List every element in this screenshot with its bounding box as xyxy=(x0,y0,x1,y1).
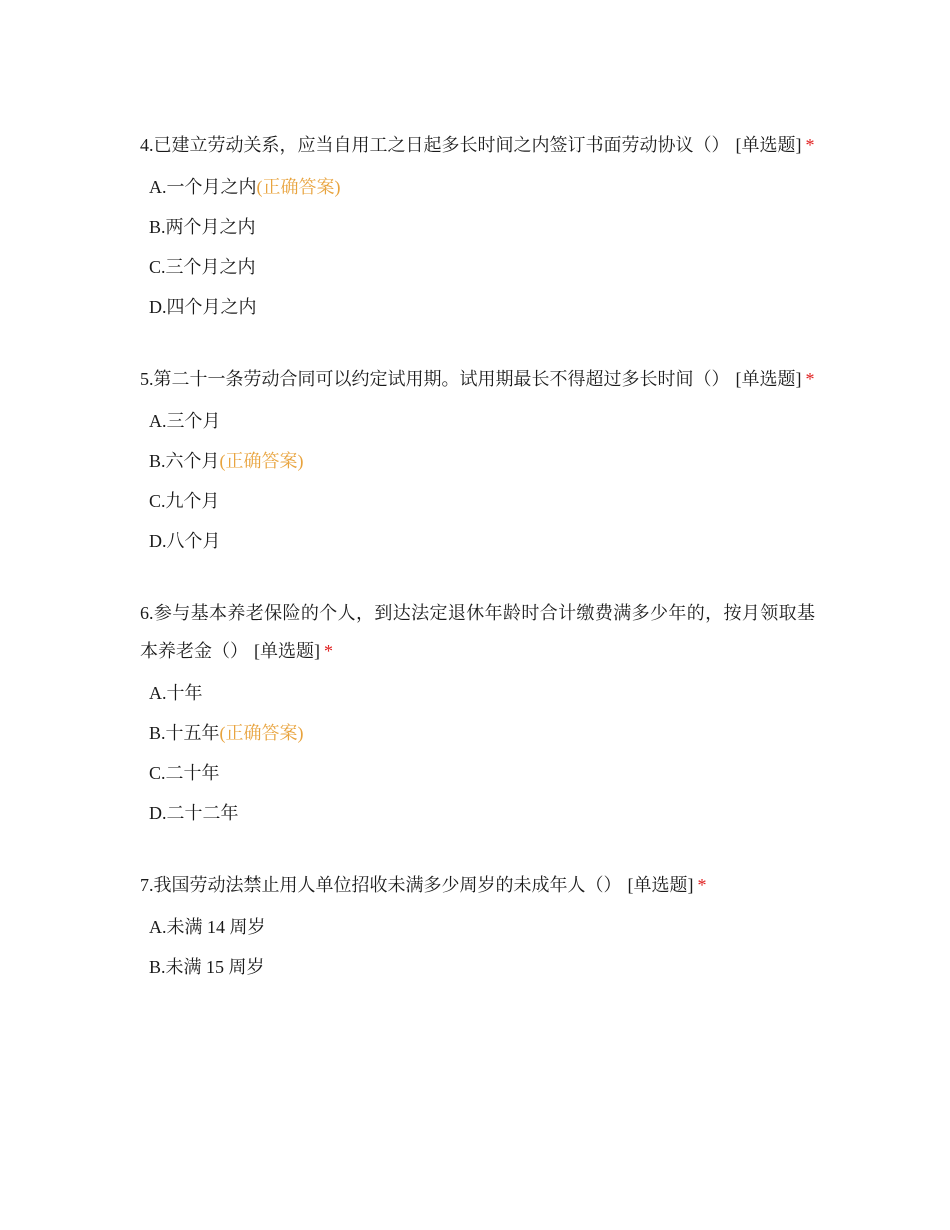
option-label: C.三个月之内 xyxy=(149,257,256,277)
option-label: D.二十二年 xyxy=(149,803,239,823)
required-mark: * xyxy=(697,875,707,895)
option-label: B.六个月 xyxy=(149,451,220,471)
option-label: A.未满 14 周岁 xyxy=(149,917,266,937)
correct-answer-note: (正确答案) xyxy=(219,723,304,743)
option-item[interactable] xyxy=(140,287,815,327)
option-item[interactable] xyxy=(140,713,815,753)
option-label: B.两个月之内 xyxy=(149,217,256,237)
option-item[interactable] xyxy=(140,521,815,561)
question-5 xyxy=(140,360,815,561)
question-4 xyxy=(140,126,815,327)
required-mark: * xyxy=(805,135,815,155)
question-text: 6.参与基本养老保险的个人，到达法定退休年龄时合计缴费满多少年的，按月领取基本养老金（） xyxy=(140,603,815,661)
question-text: 4.已建立劳动关系，应当自用工之日起多长时间之内签订书面劳动协议（） xyxy=(140,135,730,155)
option-item[interactable] xyxy=(140,673,815,713)
question-type-tag: [单选题] xyxy=(735,369,802,389)
question-type-tag: [单选题] xyxy=(254,641,320,661)
correct-answer-note: (正确答案) xyxy=(219,451,304,471)
option-label: C.九个月 xyxy=(149,491,220,511)
option-label: A.十年 xyxy=(149,683,203,703)
question-type-tag: [单选题] xyxy=(627,875,694,895)
question-title xyxy=(140,594,815,670)
question-text: 5.第二十一条劳动合同可以约定试用期。试用期最长不得超过多长时间（） xyxy=(140,369,730,389)
required-mark: * xyxy=(805,369,815,389)
option-item[interactable] xyxy=(140,481,815,521)
option-item[interactable] xyxy=(140,441,815,481)
required-mark: * xyxy=(324,641,333,661)
option-label: A.三个月 xyxy=(149,411,221,431)
option-item[interactable] xyxy=(140,247,815,287)
questionnaire-page xyxy=(140,126,815,1020)
option-label: B.十五年 xyxy=(149,723,220,743)
option-label: D.四个月之内 xyxy=(149,297,257,317)
question-7 xyxy=(140,866,815,987)
correct-answer-note: (正确答案) xyxy=(256,177,341,197)
option-item[interactable] xyxy=(140,907,815,947)
option-item[interactable] xyxy=(140,947,815,987)
question-6 xyxy=(140,594,815,833)
question-text: 7.我国劳动法禁止用人单位招收未满多少周岁的未成年人（） xyxy=(140,875,622,895)
option-item[interactable] xyxy=(140,793,815,833)
option-label: B.未满 15 周岁 xyxy=(149,957,265,977)
option-label: D.八个月 xyxy=(149,531,221,551)
question-title xyxy=(140,866,815,904)
option-item[interactable] xyxy=(140,207,815,247)
option-label: C.二十年 xyxy=(149,763,220,783)
option-item[interactable] xyxy=(140,753,815,793)
option-item[interactable] xyxy=(140,401,815,441)
option-label: A.一个月之内 xyxy=(149,177,257,197)
question-title xyxy=(140,360,815,398)
question-type-tag: [单选题] xyxy=(735,135,802,155)
question-title xyxy=(140,126,815,164)
option-item[interactable] xyxy=(140,167,815,207)
